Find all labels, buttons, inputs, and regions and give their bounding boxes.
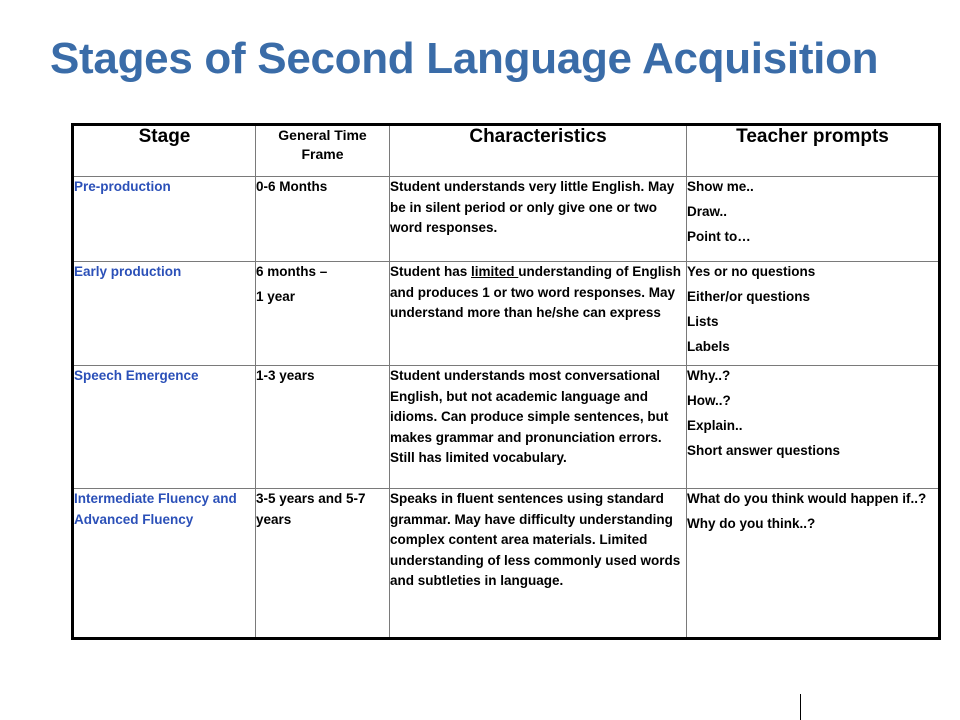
- stage-cell: Intermediate Fluency and Advanced Fluency: [73, 489, 256, 639]
- prompt-item: Show me..: [687, 179, 754, 194]
- header-stage: Stage: [73, 125, 256, 177]
- time-line: 1 year: [256, 289, 296, 304]
- time-line: 3-5 years and 5-7 years: [256, 491, 366, 527]
- header-row: [73, 125, 940, 177]
- characteristics-cell: [390, 262, 687, 366]
- characteristics-cell: [390, 366, 687, 489]
- text-cursor-line: [800, 694, 801, 720]
- header-time-frame: General Time Frame: [256, 125, 390, 177]
- characteristics-text: understanding of English and produces 1 or two word responses. May understand more than he/she can express: [390, 264, 682, 320]
- characteristics-text: Student understands most conversational English, but not academic language and idioms. Can produce simple sentences, but makes grammar and pronunciation errors. Still has limited vocabulary.: [390, 368, 669, 465]
- stage-cell: Speech Emergence: [73, 366, 256, 489]
- table-row: [73, 489, 940, 639]
- prompt-item: Point to…: [687, 229, 751, 244]
- prompt-item: Why..?: [687, 368, 731, 383]
- characteristics-cell: [390, 177, 687, 262]
- header-teacher-prompts: Teacher prompts: [687, 125, 940, 177]
- prompt-item: Either/or questions: [687, 289, 811, 304]
- prompt-item: Why do you think..?: [687, 516, 816, 531]
- time-line: 0-6 Months: [256, 179, 328, 194]
- prompt-item: What do you think would happen if..?: [687, 491, 927, 506]
- prompt-item: Labels: [687, 339, 730, 354]
- prompts-cell: [687, 366, 940, 489]
- prompts-cell: [687, 262, 940, 366]
- time-cell: [256, 177, 390, 262]
- characteristics-text: Student understands very little English. May be in silent period or only give one or two word responses.: [390, 179, 675, 235]
- characteristics-text: Speaks in fluent sentences using standard grammar. May have difficulty understanding complex content area materials. Limited understanding of less commonly used words and subtleties in language.: [390, 491, 681, 588]
- characteristics-text: Student has: [390, 264, 472, 279]
- prompt-item: Draw..: [687, 204, 728, 219]
- slide-title: Stages of Second Language Acquisition: [50, 34, 879, 83]
- time-line: 1-3 years: [256, 368, 315, 383]
- header-characteristics: Characteristics: [390, 125, 687, 177]
- characteristics-underlined: limited: [471, 264, 519, 279]
- characteristics-cell: [390, 489, 687, 639]
- prompt-item: Short answer questions: [687, 443, 841, 458]
- prompt-item: Yes or no questions: [687, 264, 816, 279]
- prompt-item: How..?: [687, 393, 731, 408]
- stage-cell: Early production: [73, 262, 256, 366]
- stage-cell: Pre-production: [73, 177, 256, 262]
- prompt-item: Explain..: [687, 418, 743, 433]
- time-cell: [256, 262, 390, 366]
- time-cell: [256, 489, 390, 639]
- table-row: [73, 366, 940, 489]
- prompts-cell: [687, 177, 940, 262]
- stages-table: [71, 123, 941, 640]
- table-row: [73, 177, 940, 262]
- prompt-item: Lists: [687, 314, 719, 329]
- table-row: [73, 262, 940, 366]
- time-line: 6 months –: [256, 264, 328, 279]
- time-cell: [256, 366, 390, 489]
- prompts-cell: [687, 489, 940, 639]
